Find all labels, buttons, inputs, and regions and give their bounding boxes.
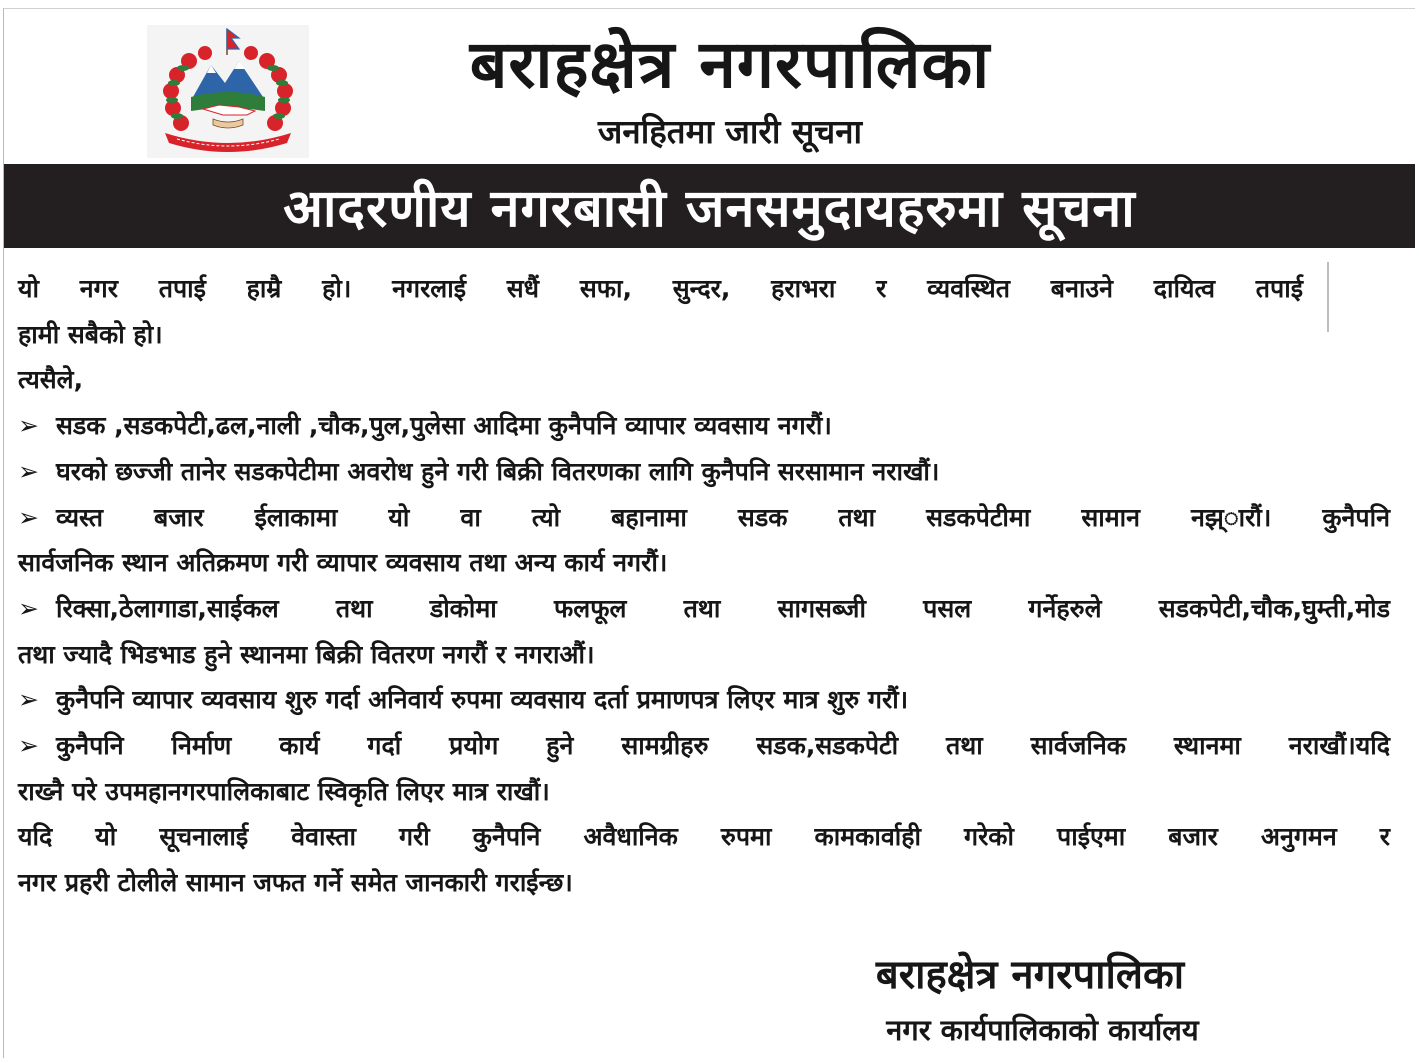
bullet-text: कुनैपनि व्यापार व्यवसाय शुरु गर्दा अनिवार्य रुपमा व्यवसाय दर्ता प्रमाणपत्र लिएर मात्र शुरु गरौं। bbox=[56, 685, 909, 715]
bullet-line bbox=[18, 723, 1390, 769]
arrow-bullet-icon: ➢ bbox=[18, 456, 39, 486]
arrow-bullet-icon: ➢ bbox=[18, 685, 39, 715]
bullet-text: सडक ,सडकपेटी,ढल,नाली ,चौक,पुल,पुलेसा आदिमा कुनैपनि व्यापार व्यवसाय नगरौं। bbox=[56, 411, 832, 441]
bullet-line bbox=[18, 495, 1390, 541]
bullet-text: व्यस्त बजार ईलाकामा यो वा त्यो बहानामा सडक तथा सडकपेटीमा सामान नझ्ारौं। कुनैपनि bbox=[56, 502, 1390, 532]
bullet-continuation: राख्नै परे उपमहानगरपालिकाबाट स्विकृति लिएर मात्र राखौं। bbox=[18, 776, 550, 806]
bullet-text: घरको छज्जी तानेर सडकपेटीमा अवरोध हुने गरी बिक्री वितरणका लागि कुनैपनि सरसामान नराखौं। bbox=[56, 456, 940, 486]
bullet-line bbox=[18, 586, 1390, 632]
closing-line-1: यदि यो सूचनालाई वेवास्ता गरी कुनैपनि अवैधानिक रुपमा कामकार्वाही गरेको पाईएमा बजार अनुगमन र bbox=[18, 822, 1390, 852]
notice-banner-text: आदरणीय नगरबासी जनसमुदायहरुमा सूचना bbox=[283, 178, 1136, 239]
nepal-government-emblem-icon bbox=[147, 25, 309, 158]
bullet-continuation: तथा ज्यादै भिडभाड हुने स्थानमा बिक्री वितरण नगरौं र नगराऔं। bbox=[18, 639, 595, 669]
intro-line-1: यो नगर तपाई हाम्रै हो। नगरलाई सधैं सफा, सुन्दर, हराभरा र व्यवस्थित बनाउने दायित्व तपाई bbox=[18, 274, 1303, 303]
bullet-item bbox=[18, 677, 1390, 723]
bullet-item bbox=[18, 495, 1390, 586]
notice-bullet-list bbox=[18, 403, 1390, 814]
notice-body bbox=[18, 266, 1390, 906]
therefore-line: त्यसैले, bbox=[18, 365, 84, 395]
intro-line-2: हामी सबैको हो। bbox=[18, 319, 163, 349]
signature-name: बराहक्षेत्र नगरपालिका bbox=[875, 952, 1185, 998]
bullet-item bbox=[18, 586, 1390, 677]
arrow-bullet-icon: ➢ bbox=[18, 502, 39, 532]
bullet-item bbox=[18, 723, 1390, 814]
closing-line-2: नगर प्रहरी टोलीले सामान जफत गर्ने समेत जानकारी गराईन्छ। bbox=[18, 868, 573, 898]
signature-office: नगर कार्यपालिकाको कार्यालय bbox=[886, 1013, 1199, 1047]
bullet-continuation: सार्वजनिक स्थान अतिक्रमण गरी व्यापार व्यवसाय तथा अन्य कार्य नगरौं। bbox=[18, 548, 668, 578]
arrow-bullet-icon: ➢ bbox=[18, 411, 39, 441]
bullet-item bbox=[18, 449, 1390, 495]
page-subtitle: जनहितमा जारी सूचना bbox=[597, 112, 863, 151]
notice-banner bbox=[4, 164, 1415, 248]
page-title: बराहक्षेत्र नगरपालिका bbox=[469, 26, 991, 103]
arrow-bullet-icon: ➢ bbox=[18, 593, 39, 623]
bullet-item bbox=[18, 403, 1390, 449]
arrow-bullet-icon: ➢ bbox=[18, 731, 39, 761]
bullet-text: कुनैपनि निर्माण कार्य गर्दा प्रयोग हुने सामग्रीहरु सडक,सडकपेटी तथा सार्वजनिक स्थानमा नराखौं।यदि bbox=[56, 731, 1390, 761]
bullet-text: रिक्सा,ठेलागाडा,साईकल तथा डोकोमा फलफूल तथा सागसब्जी पसल गर्नेहरुले सडकपेटी,चौक,घुम्ती,मोड bbox=[56, 593, 1390, 623]
